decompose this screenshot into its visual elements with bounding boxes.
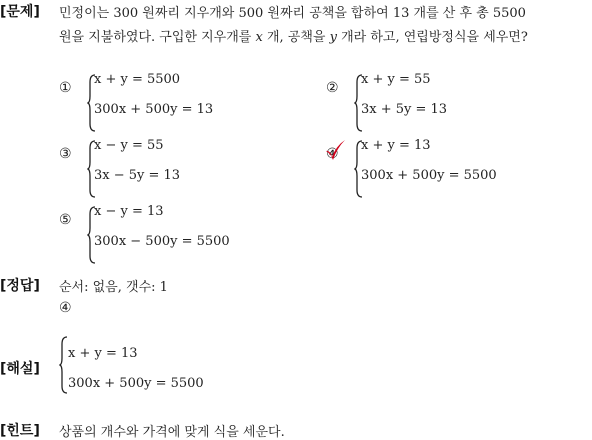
explanation-label: [해설] (0, 361, 40, 377)
hint-text: 상품의 개수와 가격에 맞게 식을 세운다. (59, 425, 285, 440)
option-number: ② (326, 80, 339, 96)
option-number: ④ (326, 146, 339, 162)
problem-var-x: x (255, 30, 263, 45)
option-equation-1: x + y = 5500 (94, 72, 181, 87)
explanation-equation-1: x + y = 13 (68, 346, 138, 361)
hint-label: [힌트] (0, 423, 40, 439)
problem-line-2-b: 개, 공책을 (262, 30, 330, 45)
option-equation-2: 300x − 500y = 5500 (94, 234, 230, 249)
explanation-equation-2: 300x + 500y = 5500 (68, 376, 204, 391)
option-equation-1: x − y = 55 (94, 138, 164, 153)
option-number: ③ (59, 146, 72, 162)
option-equation-1: x + y = 13 (361, 138, 431, 153)
problem-label: [문제] (0, 4, 40, 20)
option-equation-2: 3x + 5y = 13 (361, 102, 448, 117)
option-equation-2: 300x + 500y = 5500 (361, 168, 497, 183)
option-equation-1: x + y = 55 (361, 72, 431, 87)
problem-line-1: 민정이는 300 원짜리 지우개와 500 원짜리 공책을 합하여 13 개를 산 후 총 5500 (59, 6, 526, 21)
problem-var-y: y (329, 30, 337, 45)
checkmark-icon (324, 138, 346, 162)
problem-line-2 (59, 26, 528, 45)
problem-line-2-a: 원을 지불하였다. 구입한 지우개를 (59, 30, 256, 45)
problem-line-2-c: 개라 하고, 연립방정식을 세우면? (336, 30, 528, 45)
option-equation-1: x − y = 13 (94, 204, 164, 219)
option-number: ① (59, 80, 72, 96)
option-equation-2: 3x − 5y = 13 (94, 168, 181, 183)
option-number: ⑤ (59, 212, 72, 228)
answer-value: ④ (59, 300, 72, 316)
option-equation-2: 300x + 500y = 13 (94, 102, 214, 117)
answer-label: [정답] (0, 278, 40, 294)
answer-meta: 순서: 없음, 갯수: 1 (59, 280, 168, 295)
